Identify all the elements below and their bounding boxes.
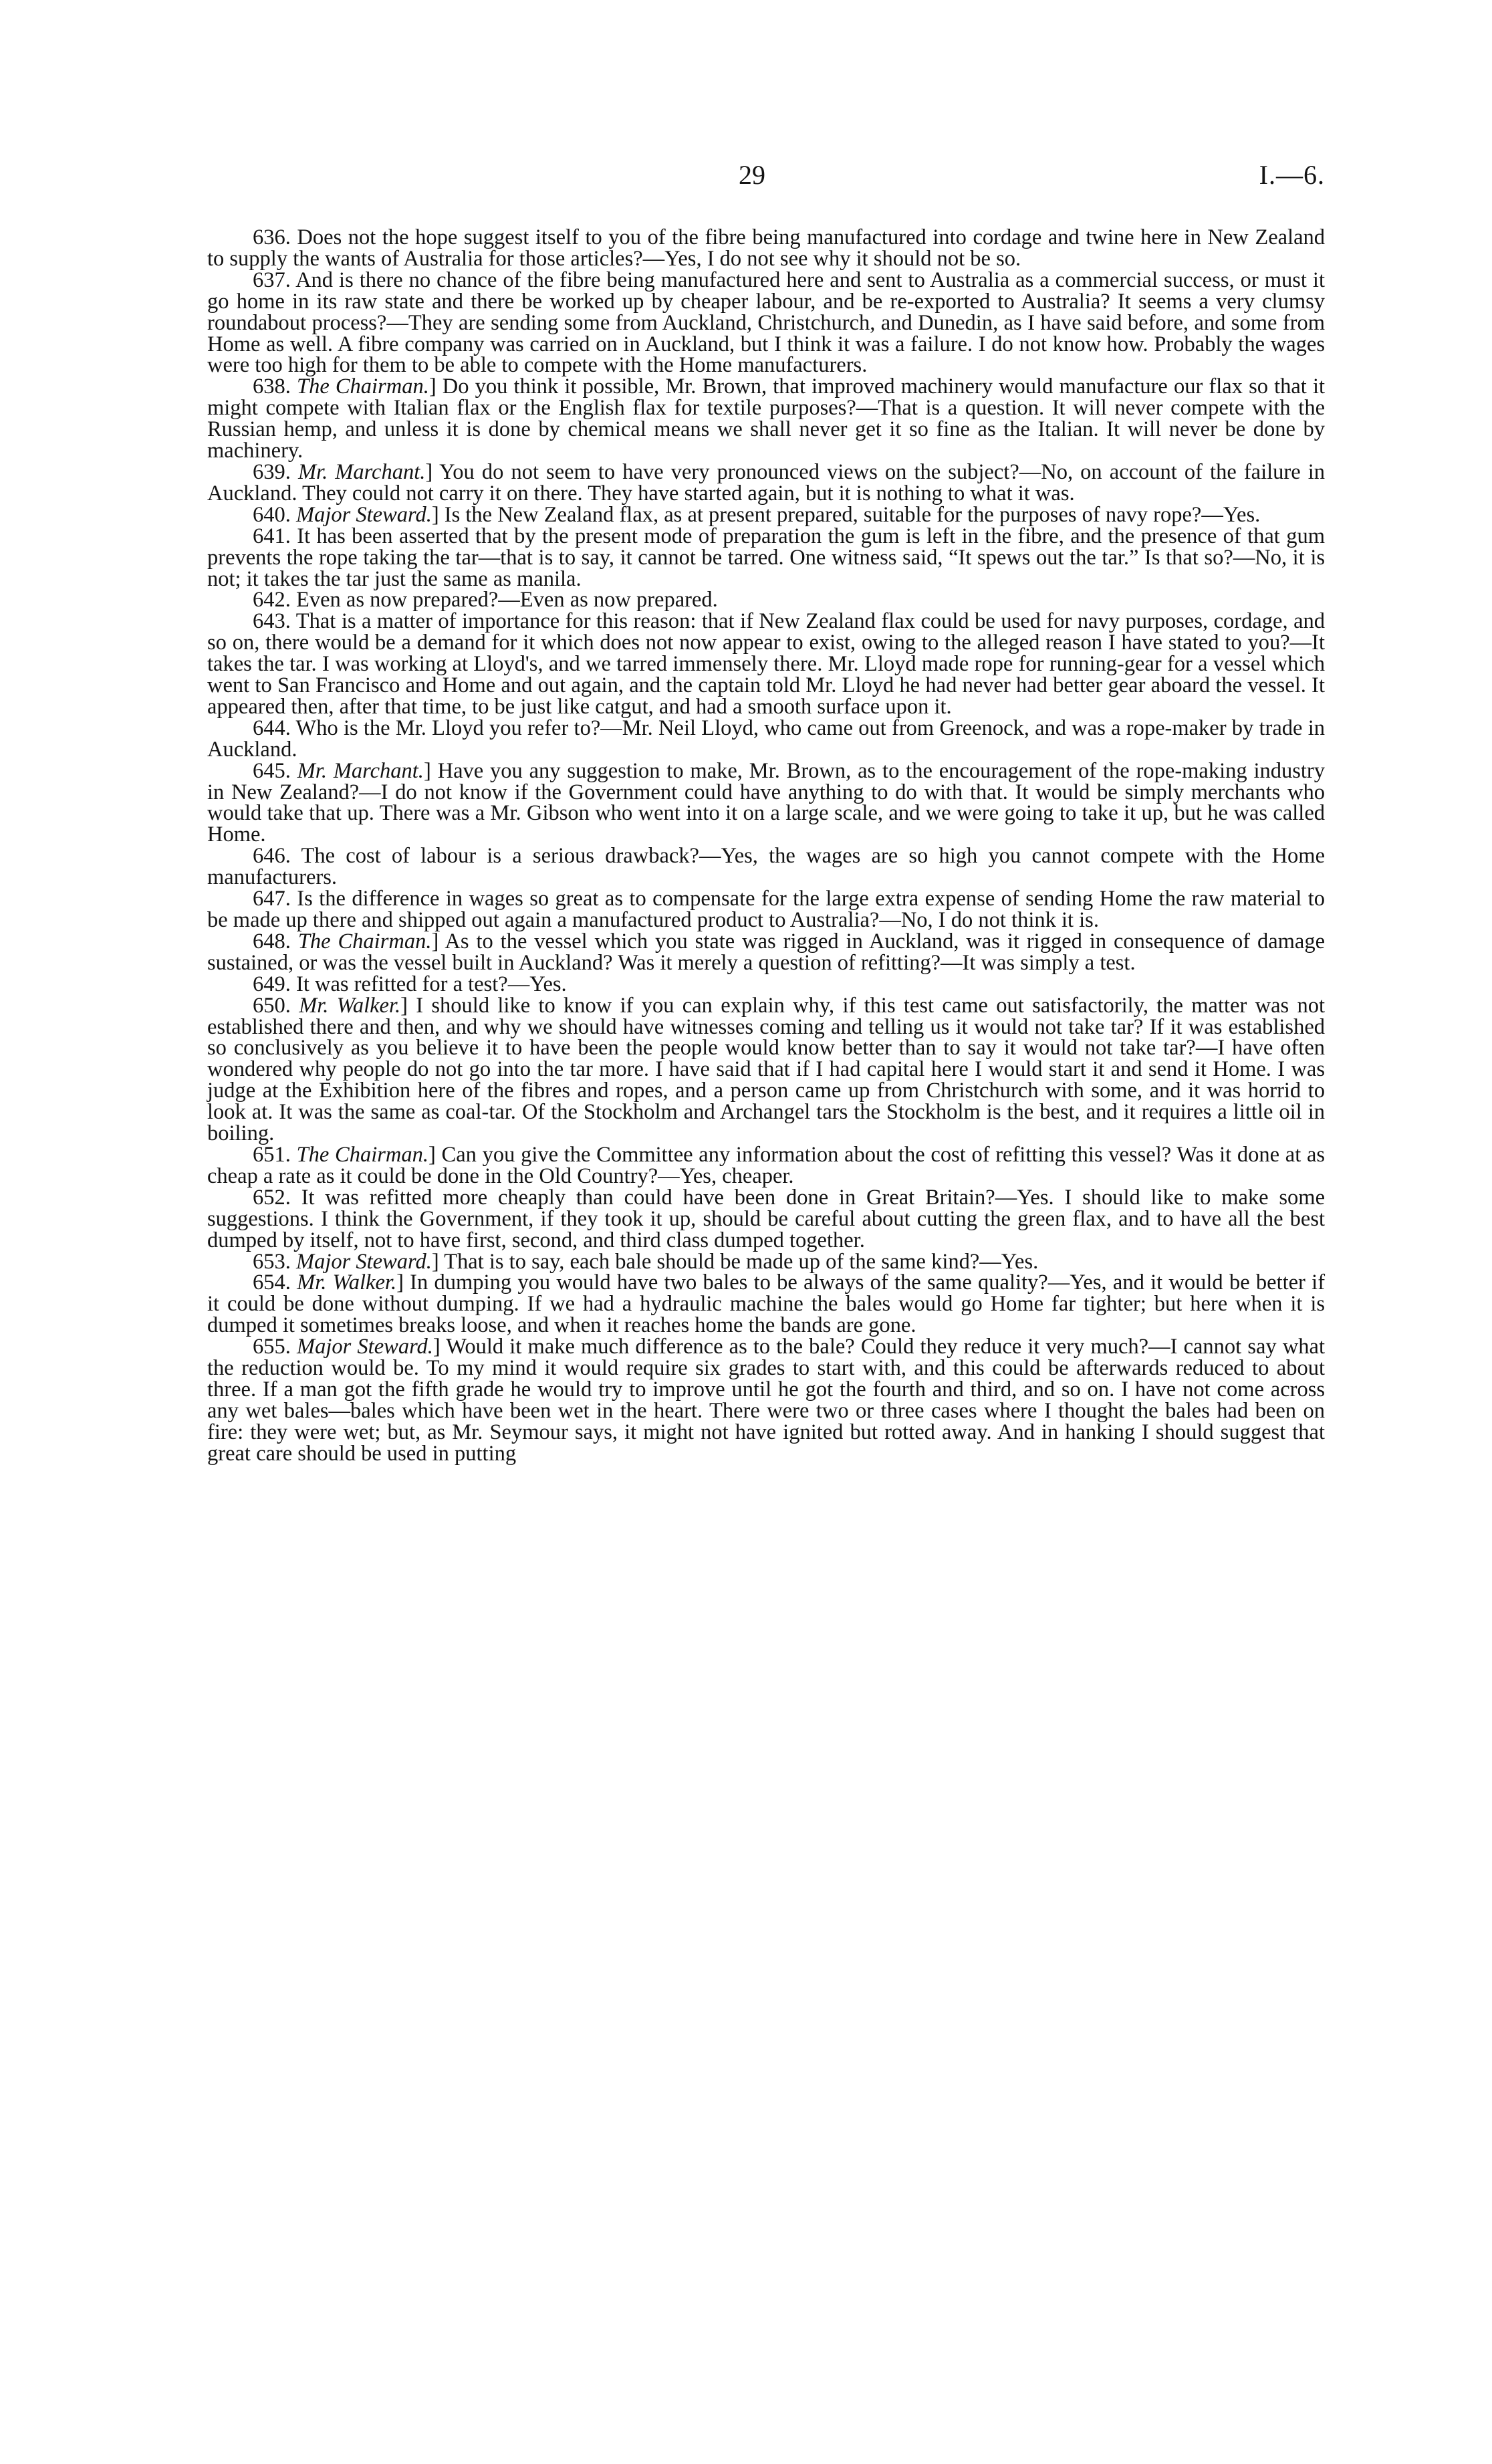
paragraph-text: 644. Who is the Mr. Lloyd you refer to?—Mr. Neil Lloyd, who came out from Greenock, and was a rope-maker by trade in Auckland.: [207, 715, 1325, 762]
paragraph-text: 636. Does not the hope suggest itself to you of the fibre being manufactured into cordage and twine here in New Zealand to supply the wants of Australia for those articles?—Yes, I do not see why it should not be so.: [207, 225, 1325, 271]
paragraph-text: 649. It was refitted for a test?—Yes.: [253, 972, 567, 996]
paragraph-text: ] That is to say, each bale should be made up of the same kind?—Yes.: [431, 1249, 1039, 1274]
question-paragraph: [207, 1337, 1325, 1464]
question-number: 651.: [253, 1142, 291, 1167]
question-number: 645.: [253, 758, 291, 783]
speaker-name: Mr. Walker.: [297, 1270, 397, 1295]
question-paragraph: [207, 502, 1325, 527]
question-paragraph: [207, 1185, 1325, 1252]
speaker-name: Major Steward.: [296, 1249, 432, 1274]
page-header: [0, 159, 1492, 199]
question-paragraph: [207, 376, 1325, 462]
question-number: 648.: [253, 929, 291, 954]
paragraph-text: ] Would it make much difference as to the bale? Could they reduce it very much?—I cannot say what the reduction would be. To my mind it would require six grades to start with, and this could be afterwards reduced to about three. If a man got the fifth grade he would try to improve until he got the fourth and third, and so on. I have not come across any wet bales—bales which have been wet in the heart. There were two or three cases where I thought the bales had been on fire: they were wet; but, as Mr. Seymour says, it might not have ignited but rotted away. And in hanking I should suggest that great care should be used in putting: [207, 1335, 1325, 1466]
question-number: 639.: [253, 459, 291, 484]
paragraph-text: ] Is the New Zealand flax, as at present prepared, suitable for the purposes of navy rope?—Yes.: [431, 502, 1261, 527]
paragraph-text: 642. Even as now prepared?—Even as now prepared.: [253, 588, 718, 612]
evidence-text: [207, 227, 1325, 1465]
question-paragraph: [207, 267, 1325, 378]
paragraph-text: ] As to the vessel which you state was rigged in Auckland, was it rigged in consequence of damage sustained, or was the vessel built in Auckland? Was it merely a question of refitting?—It was simply a test.: [207, 929, 1326, 975]
paragraph-text: ] Can you give the Committee any information about the cost of refitting this vessel? Was it done at as cheap a rate as it could be done in the Old Country?—Yes, cheaper.: [207, 1142, 1326, 1188]
paragraph-text: 647. Is the difference in wages so great as to compensate for the large extra expense of sending Home the raw material to be made up there and shipped out again a manufactured product to Australia?—No, I do not think it is.: [207, 887, 1325, 932]
question-paragraph: [207, 459, 1325, 506]
question-number: 638.: [253, 374, 291, 399]
question-paragraph: [207, 1272, 1325, 1337]
speaker-name: The Chairman.: [296, 1142, 429, 1167]
question-paragraph: [207, 889, 1325, 931]
question-paragraph: [207, 227, 1325, 270]
speaker-name: The Chairman.: [297, 374, 429, 399]
question-number: 640.: [253, 502, 291, 527]
question-paragraph: [207, 1142, 1326, 1188]
speaker-name: Mr. Marchant.: [297, 459, 426, 484]
paragraph-text: ] You do not seem to have very pronounced views on the subject?—No, on account of the failure in Auckland. They could not carry it on there. They have started again, but it is nothing to what it was.: [207, 459, 1325, 506]
question-paragraph: [207, 1249, 1325, 1274]
paragraph-text: ] Do you think it possible, Mr. Brown, that improved machinery would manufacture our flax so that it might compete with Italian flax or the English flax for textile purposes?—That is a question. It will never compete with the Russian hemp, and unless it is done by chemical means we shall never get it so fine as the Italian. It will never be done by machinery.: [207, 374, 1326, 463]
question-paragraph: [207, 590, 1325, 611]
paragraph-text: ] I should like to know if you can explain why, if this test came out satisfactorily, the matter was not established there and then, and why we should have witnesses coming and telling us it would not take tar? If it was established so conclusively as you believe it to have been the people would know better than to say it would not take tar?—I have often wondered why people do not go into the tar more. I have said that if I had capital here I would start it and send it Home. I was judge at the Exhibition here of the fibres and ropes, and a person came up from Christchurch with some, and it was horrid to look at. It was the same as coal-tar. Of the Stockholm and Archangel tars the Stockholm is the best, and it requires a little oil in boiling.: [207, 993, 1325, 1146]
speaker-name: The Chairman.: [297, 929, 432, 954]
speaker-name: Mr. Walker.: [299, 993, 401, 1018]
question-paragraph: [207, 974, 1325, 996]
paragraph-text: ] Have you any suggestion to make, Mr. Brown, as to the encouragement of the rope-making industry in New Zealand?—I do not know if the Government could have anything to do with that. It would be simply merchants who would take that up. There was a Mr. Gibson who went into it on a large scale, and we were going to take it up, but he was called Home.: [207, 758, 1326, 847]
question-paragraph: [207, 931, 1325, 974]
question-paragraph: [207, 715, 1325, 762]
question-paragraph: [207, 758, 1326, 847]
speaker-name: Major Steward.: [296, 502, 432, 527]
question-number: 654.: [253, 1270, 291, 1295]
paragraph-text: 652. It was refitted more cheaply than could have been done in Great Britain?—Yes. I should like to make some suggestions. I think the Government, if they took it up, should be careful about cutting the green flax, and to have all the best dumped by itself, not to have first, second, and third class dumped together.: [207, 1185, 1325, 1252]
question-paragraph: [207, 993, 1325, 1146]
question-number: 653.: [253, 1249, 291, 1274]
question-number: 655.: [253, 1335, 291, 1359]
speaker-name: Major Steward.: [297, 1335, 433, 1359]
page-number: 29: [739, 160, 765, 190]
speaker-name: Mr. Marchant.: [297, 758, 424, 783]
paragraph-text: 646. The cost of labour is a serious drawback?—Yes, the wages are so high you cannot compete with the Home manufacturers.: [207, 844, 1325, 890]
question-number: 650.: [253, 993, 291, 1018]
question-paragraph: [207, 846, 1325, 889]
paragraph-text: ] In dumping you would have two bales to be always of the same quality?—Yes, and it would be better if it could be done without dumping. If we had a hydraulic machine the bales would go Home far tighter; but here when it is dumped it sometimes breaks loose, and when it reaches home the bands are gone.: [207, 1270, 1326, 1338]
paragraph-text: 637. And is there no chance of the fibre being manufactured here and sent to Australia as a commercial success, or must it go home in its raw state and there be worked up by cheaper labour, and be re-exported to Australia? It seems a very clumsy roundabout process?—They are sending some from Auckland, Christchurch, and Dunedin, as I have said before, and some from Home as well. A fibre company was carried on in Auckland, but I think it was a failure. I do not know how. Probably the wages were too high for them to be able to compete with the Home manufacturers.: [207, 267, 1325, 378]
paper-reference: I.—6.: [1259, 160, 1325, 190]
question-paragraph: [207, 526, 1325, 590]
paragraph-text: 641. It has been asserted that by the present mode of preparation the gum is left in the fibre, and the presence of that gum prevents the rope taking the tar—that is to say, it cannot be tarred. One witness said, “It spews out the tar.” Is that so?—No, it is not; it takes the tar just the same as manila.: [207, 524, 1325, 591]
paragraph-text: 643. That is a matter of importance for this reason: that if New Zealand flax could be used for navy purposes, cordage, and so on, there would be a demand for it which does not now appear to exist, owing to the alleged reason I have stated to you?—It takes the tar. I was working at Lloyd's, and we tarred immensely there. Mr. Lloyd made rope for running-gear for a vessel which went to San Francisco and Home and out again, and the captain told Mr. Lloyd he had never had better gear aboard the vessel. It appeared then, after that time, to be just like catgut, and had a smooth surface upon it.: [207, 609, 1325, 719]
question-paragraph: [207, 611, 1325, 718]
